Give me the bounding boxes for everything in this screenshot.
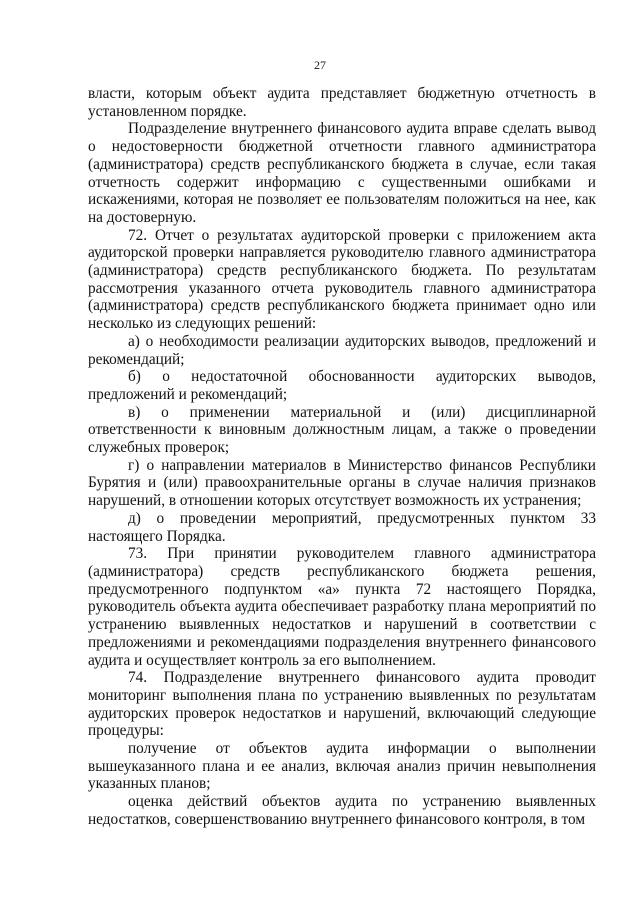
document-body (88, 85, 596, 829)
paragraph-item-72: 72. Отчет о результатах аудиторской проверки с приложением акта аудиторской проверки направляется руководителю главного администратора (администратора) средств республиканского бюджета. По результатам рассмотрения указанного отчета руководитель главного администратора (администратора) средств республиканского бюджета принимает одно или несколько из следующих решений: (88, 226, 596, 333)
paragraph-subitem-v: в) о применении материальной и (или) дисциплинарной ответственности к виновным должностным лицам, а также о проведении служебных проверок; (88, 403, 596, 457)
paragraph-procedure-1: получение от объектов аудита информации о выполнении вышеуказанного плана и ее анализ, включая анализ причин невыполнения указанных планов; (88, 740, 596, 793)
paragraph-subitem-g: г) о направлении материалов в Министерство финансов Республики Бурятия и (или) правоохранительные органы в случае наличия признаков нарушений, в отношении которых отсутствует возможность их устранения; (88, 456, 596, 510)
page-number: 27 (314, 58, 326, 72)
paragraph-item-73: 73. При принятии руководителем главного администратора (администратора) средств республиканского бюджета решения, предусмотренного подпунктом «а» пункта 72 настоящего Порядка, руководитель объекта аудита обеспечивает разработку плана мероприятий по устранению выявленных недостатков и нарушений в соответствии с предложениями и рекомендациями подразделения внутреннего финансового аудита и осуществляет контроль за его выполнением. (88, 545, 596, 669)
paragraph-item-74: 74. Подразделение внутреннего финансового аудита проводит мониторинг выполнения плана по устранению выявленных по результатам аудиторских проверок недостатков и нарушений, включающий следующие процедуры: (88, 669, 596, 740)
paragraph-subitem-d: д) о проведении мероприятий, предусмотренных пунктом 33 настоящего Порядка. (88, 509, 596, 545)
paragraph-continuation: власти, которым объект аудита представляет бюджетную отчетность в установленном порядке. (88, 85, 596, 120)
paragraph-subitem-a: а) о необходимости реализации аудиторских выводов, предложений и рекомендаций; (88, 332, 596, 368)
paragraph-audit-conclusion: Подразделение внутреннего финансового аудита вправе сделать вывод о недостоверности бюджетной отчетности главного администратора (администратора) средств республиканского бюджета в случае, если такая отчетность содержит информацию с существенными ошибками и искажениями, которая не позволяет ее пользователям положиться на нее, как на достоверную. (88, 120, 596, 226)
paragraph-subitem-b: б) о недостаточной обоснованности аудиторских выводов, предложений и рекомендаций; (88, 368, 596, 403)
paragraph-procedure-2: оценка действий объектов аудита по устранению выявленных недостатков, совершенствованию внутреннего финансового контроля, в том (88, 793, 596, 828)
